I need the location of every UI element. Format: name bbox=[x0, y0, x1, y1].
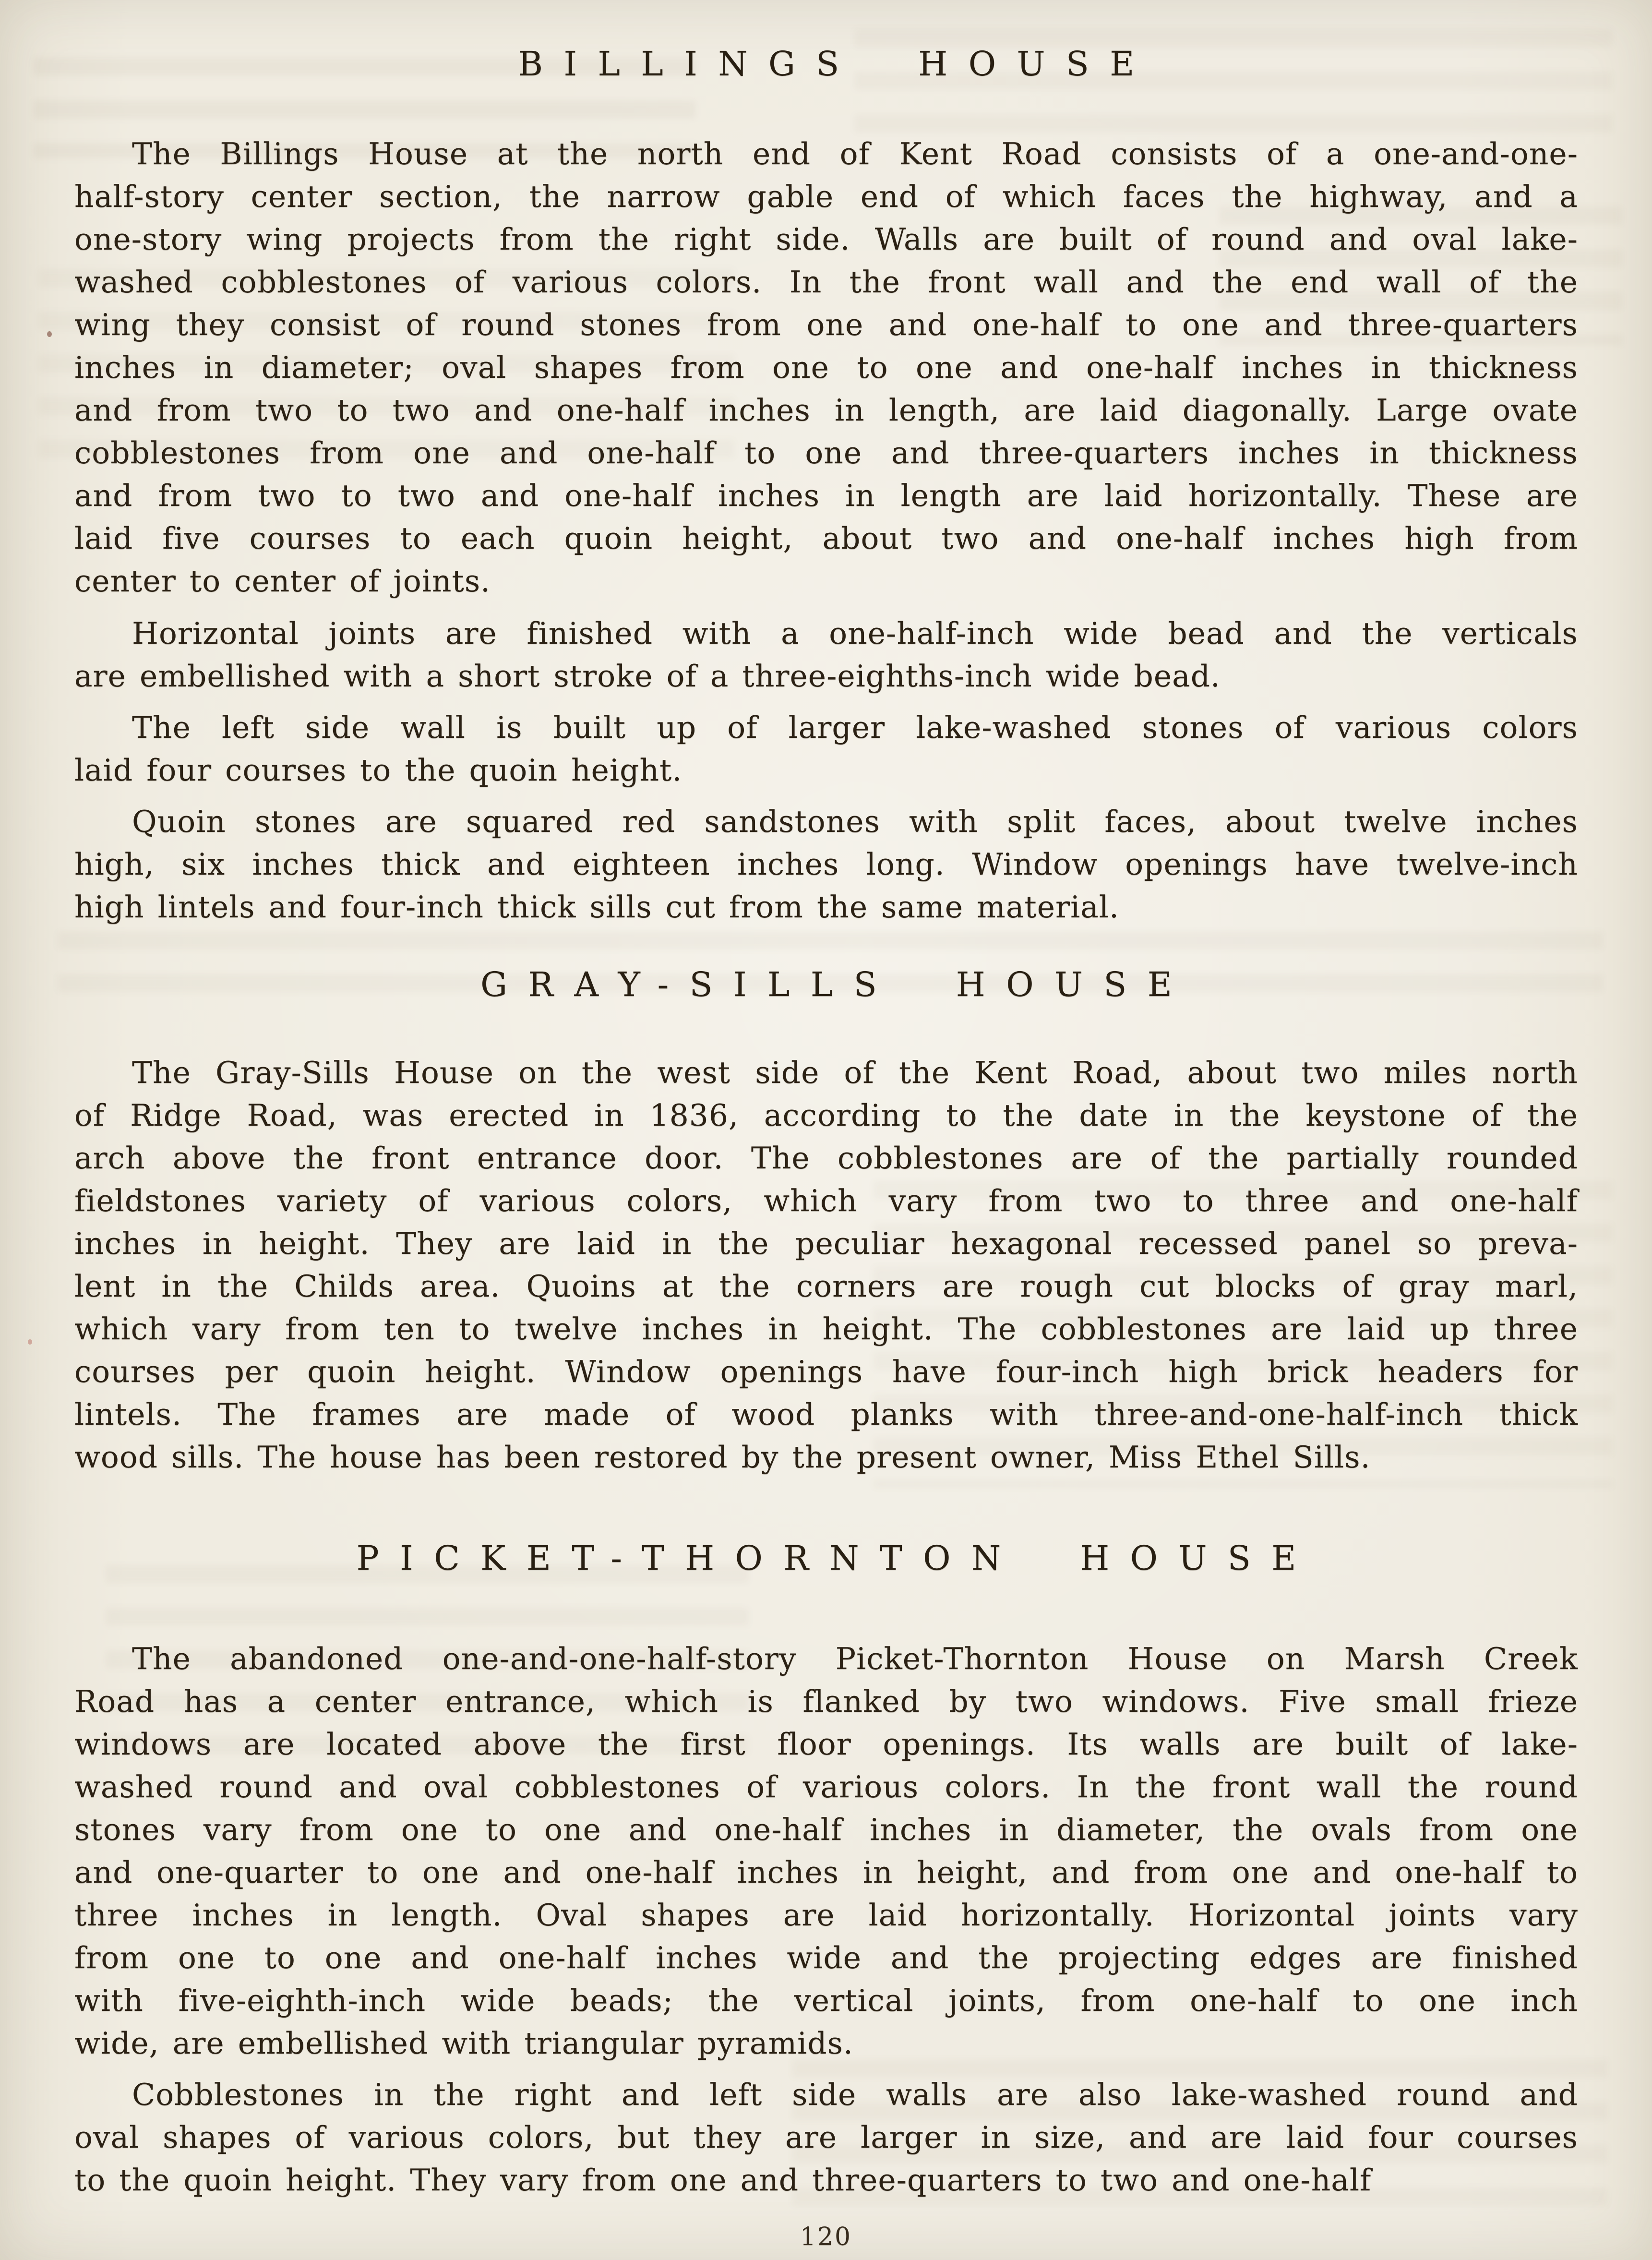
section-heading: GRAY-SILLS HOUSE bbox=[480, 965, 1193, 1004]
text-line: lintels. The frames are made of wood planks with three-and-one-half-inch thick bbox=[74, 1397, 1578, 1432]
text-line: wide, are embellished with triangular pyramids. bbox=[74, 2026, 853, 2061]
text-line: windows are located above the first floor openings. Its walls are built of lake- bbox=[74, 1727, 1578, 1762]
text-line: center to center of joints. bbox=[74, 564, 491, 599]
ink-speck bbox=[28, 1339, 32, 1345]
paragraph bbox=[74, 800, 1578, 928]
text-line: The Billings House at the north end of Kent Road consists of a one-and-one- bbox=[132, 136, 1578, 171]
text-line: Horizontal joints are finished with a one-half-inch wide bead and the verticals bbox=[132, 616, 1578, 651]
text-line: and from two to two and one-half inches in length, are laid diagonally. Large ovate bbox=[74, 393, 1578, 428]
text-line: which vary from ten to twelve inches in height. The cobblestones are laid up three bbox=[74, 1311, 1578, 1346]
page-content bbox=[74, 0, 1578, 2201]
text-line: fieldstones variety of various colors, which vary from two to three and one-half bbox=[74, 1183, 1578, 1218]
paragraph bbox=[74, 132, 1578, 602]
text-line: inches in diameter; oval shapes from one to one and one-half inches in thickness bbox=[74, 350, 1578, 385]
text-line: laid five courses to each quoin height, about two and one-half inches high from bbox=[74, 521, 1578, 556]
text-line: Cobblestones in the right and left side walls are also lake-washed round and bbox=[132, 2077, 1578, 2112]
text-line: high, six inches thick and eighteen inches long. Window openings have twelve-inch bbox=[74, 847, 1578, 882]
ink-speck bbox=[47, 331, 52, 337]
text-line: and one-quarter to one and one-half inches in height, and from one and one-half to bbox=[74, 1855, 1578, 1890]
section-heading: BILLINGS HOUSE bbox=[518, 44, 1155, 84]
text-line: lent in the Childs area. Quoins at the corners are rough cut blocks of gray marl, bbox=[74, 1269, 1578, 1304]
text-line: The Gray-Sills House on the west side of the Kent Road, about two miles north bbox=[132, 1055, 1578, 1090]
paragraph bbox=[74, 1637, 1578, 2065]
paragraph bbox=[74, 612, 1578, 697]
text-line: half-story center section, the narrow gable end of which faces the highway, and a bbox=[74, 179, 1578, 214]
text-line: are embellished with a short stroke of a three-eighths-inch wide bead. bbox=[74, 659, 1221, 694]
text-line: wing they consist of round stones from one and one-half to one and three-quarters bbox=[74, 307, 1578, 342]
text-line: washed cobblestones of various colors. In the front wall and the end wall of the bbox=[74, 264, 1578, 300]
text-line: The left side wall is built up of larger lake-washed stones of various colors bbox=[132, 710, 1578, 745]
text-line: from one to one and one-half inches wide and the projecting edges are finished bbox=[74, 1940, 1578, 1975]
text-line: and from two to two and one-half inches in length are laid horizontally. These are bbox=[74, 478, 1578, 513]
text-line: inches in height. They are laid in the peculiar hexagonal recessed panel so preva- bbox=[74, 1226, 1578, 1261]
text-line: Road has a center entrance, which is flanked by two windows. Five small frieze bbox=[74, 1684, 1578, 1719]
text-line: oval shapes of various colors, but they are larger in size, and are laid four courses bbox=[74, 2120, 1578, 2155]
text-line: arch above the front entrance door. The cobblestones are of the partially rounded bbox=[74, 1141, 1578, 1176]
section-heading: PICKET-THORNTON HOUSE bbox=[356, 1539, 1317, 1578]
text-line: high lintels and four-inch thick sills cut from the same material. bbox=[74, 890, 1119, 925]
text-line: three inches in length. Oval shapes are laid horizontally. Horizontal joints vary bbox=[74, 1898, 1578, 1933]
text-line: one-story wing projects from the right side. Walls are built of round and oval lake- bbox=[74, 222, 1578, 257]
paragraph bbox=[74, 706, 1578, 792]
text-line: cobblestones from one and one-half to one and three-quarters inches in thickness bbox=[74, 435, 1578, 470]
text-line: washed round and oval cobblestones of various colors. In the front wall the round bbox=[74, 1769, 1578, 1804]
text-line: with five-eighth-inch wide beads; the vertical joints, from one-half to one inch bbox=[74, 1983, 1578, 2018]
text-line: of Ridge Road, was erected in 1836, according to the date in the keystone of the bbox=[74, 1098, 1578, 1133]
text-line: The abandoned one-and-one-half-story Picket-Thornton House on Marsh Creek bbox=[132, 1641, 1578, 1676]
text-line: wood sills. The house has been restored by the present owner, Miss Ethel Sills. bbox=[74, 1440, 1371, 1475]
text-line: Quoin stones are squared red sandstones with split faces, about twelve inches bbox=[132, 804, 1578, 839]
text-line: courses per quoin height. Window openings have four-inch high brick headers for bbox=[74, 1354, 1578, 1389]
text-line: laid four courses to the quoin height. bbox=[74, 753, 682, 788]
page-number: 120 bbox=[800, 2223, 852, 2251]
paragraph bbox=[74, 1051, 1578, 1479]
text-line: stones vary from one to one and one-half inches in diameter, the ovals from one bbox=[74, 1812, 1578, 1847]
text-line: to the quoin height. They vary from one and three-quarters to two and one-half bbox=[74, 2163, 1372, 2198]
paragraph bbox=[74, 2073, 1578, 2201]
